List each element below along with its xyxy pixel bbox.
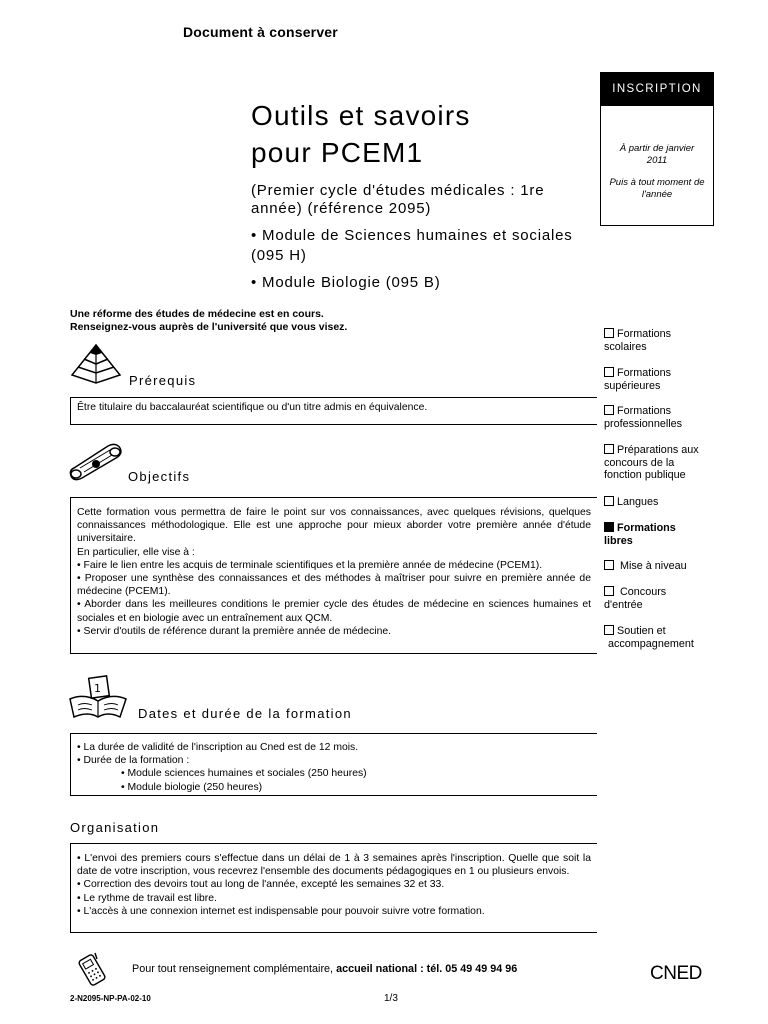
- inscription-box: [600, 72, 714, 226]
- document-code: 2-N2095-NP-PA-02-10: [70, 994, 151, 1003]
- objectifs-intro: Cette formation vous permettra de faire le point sur vos connaissances, avec quelques révisions, quelques connaissances méthodologique. Elle est une approche pour mieux aborder votre première année d'étude universitaire.: [77, 507, 591, 545]
- reform-notice: [70, 308, 347, 334]
- sidebar-item-concours-entree: Concours d'entrée: [604, 586, 667, 611]
- open-book-icon: [68, 675, 128, 726]
- reform-line-1: Une réforme des études de médecine est en cours.: [70, 308, 324, 320]
- checkbox-empty-icon: [604, 444, 614, 454]
- subtitle: (Premier cycle d'études médicales : 1re année) (référence 2095): [251, 182, 545, 217]
- organisation-item-3: • Le rythme de travail est libre.: [77, 892, 217, 904]
- organisation-item-4: • L'accès à une connexion internet est indispensable pour pouvoir suivre votre formation.: [77, 905, 485, 917]
- dates-line-2: • Durée de la formation :: [77, 755, 190, 767]
- sidebar-item-formations-professionnelles: Formations professionnelles: [604, 405, 683, 430]
- svg-text:1: 1: [94, 682, 101, 695]
- reform-line-2: Renseignez-vous auprès de l'université que vous visez.: [70, 321, 348, 333]
- sidebar-item-langues: Langues: [604, 496, 724, 509]
- page-title: [251, 97, 471, 171]
- objectifs-item-2: • Proposer une synthèse des connaissances et des méthodes à maîtriser pour suivre en première année de médecine (PCEM1).: [77, 573, 591, 598]
- objectifs-title: Objectifs: [128, 469, 191, 484]
- dates-title: Dates et durée de la formation: [138, 706, 352, 721]
- checkbox-empty-icon: [604, 625, 614, 635]
- sidebar-item-formations-scolaires: Formations scolaires: [604, 328, 672, 353]
- objectifs-box: [70, 497, 597, 654]
- sidebar-item-soutien: Soutien et accompagnement: [604, 625, 724, 650]
- inscription-header: INSCRIPTION: [601, 73, 713, 106]
- pyramid-icon: [70, 343, 122, 390]
- objectifs-item-1: • Faire le lien entre les acquis de terminale scientifiques et la première année de médecine (PCEM1).: [77, 559, 543, 571]
- checkbox-empty-icon: [604, 367, 614, 377]
- checkbox-empty-icon: [604, 586, 614, 596]
- title-line-2: pour PCEM1: [251, 137, 424, 168]
- title-line-1: Outils et savoirs: [251, 100, 471, 131]
- inscription-any-1: Puis à tout moment de: [609, 177, 705, 188]
- checkbox-empty-icon: [604, 328, 614, 338]
- diploma-scroll-icon: [68, 438, 126, 487]
- inscription-date-2: 2011: [646, 155, 668, 166]
- footer-contact: [132, 963, 517, 975]
- document-keep-label: Document à conserver: [183, 24, 338, 40]
- sidebar-item-formations-libres: Formations libres: [604, 522, 676, 547]
- checkbox-empty-icon: [604, 405, 614, 415]
- footer-contact-phone: accueil national : tél. 05 49 49 94 96: [336, 963, 518, 975]
- organisation-item-2: • Correction des devoirs tout au long de l'année, excepté les semaines 32 et 33.: [77, 879, 445, 891]
- module-1: • Module de Sciences humaines et sociales (095 H): [251, 227, 573, 264]
- dates-box: [70, 733, 597, 796]
- footer-contact-prefix: Pour tout renseignement complémentaire,: [132, 963, 334, 975]
- dates-line-4: • Module biologie (250 heures): [121, 781, 263, 793]
- page-number: 1/3: [384, 993, 398, 1004]
- objectifs-item-3: • Aborder dans les meilleures conditions le premier cycle des études de médecine en sciences humaines et sociales et en biologie avec un entraînement aux QCM.: [77, 599, 591, 624]
- objectifs-item-4: • Servir d'outils de référence durant la première année de médecine.: [77, 625, 392, 637]
- checkbox-checked-icon: [604, 522, 614, 532]
- phone-icon: [76, 950, 110, 991]
- organisation-box: [70, 843, 597, 933]
- inscription-date-1: À partir de janvier: [619, 143, 695, 154]
- prerequis-box: [70, 397, 597, 425]
- cned-logo: CNED: [650, 963, 702, 984]
- objectifs-lead: En particulier, elle vise à :: [77, 546, 195, 558]
- sidebar-item-mise-a-niveau: Mise à niveau: [604, 560, 724, 573]
- prerequis-title: Prérequis: [129, 373, 197, 388]
- prerequis-text: Être titulaire du baccalauréat scientifique ou d'un titre admis en équivalence.: [77, 402, 428, 413]
- organisation-title: Organisation: [70, 820, 160, 835]
- sidebar-item-preparations-concours: Préparations aux concours de la fonction publique: [604, 444, 699, 482]
- checkbox-empty-icon: [604, 560, 614, 570]
- organisation-item-1: • L'envoi des premiers cours s'effectue dans un délai de 1 à 3 semaines après l'inscription. Quelle que soit la date de votre inscription, vous recevrez l'ensemble des documents pédagogiques en 1 ou plusieurs envois.: [77, 853, 591, 878]
- sidebar-item-formations-superieures: Formations supérieures: [604, 367, 672, 392]
- module-2: • Module Biologie (095 B): [251, 274, 441, 291]
- dates-line-3: • Module sciences humaines et sociales (250 heures): [121, 768, 367, 780]
- checkbox-empty-icon: [604, 496, 614, 506]
- inscription-any-2: l'année: [641, 189, 673, 200]
- dates-line-1: • La durée de validité de l'inscription au Cned est de 12 mois.: [77, 742, 359, 753]
